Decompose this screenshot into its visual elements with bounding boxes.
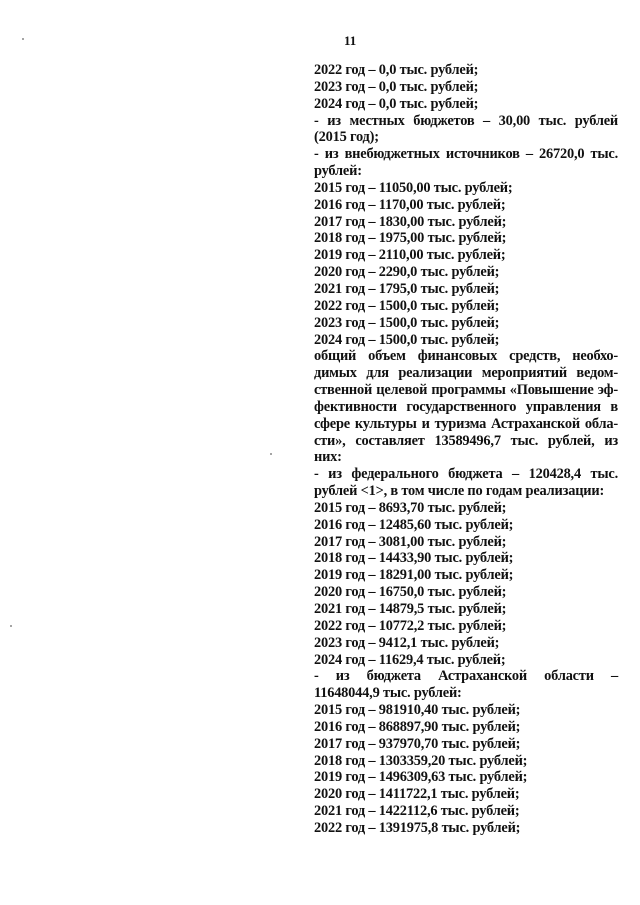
text-line: рублей: bbox=[314, 163, 362, 180]
body-text bbox=[314, 62, 618, 837]
text-line: ственной целевой программы «Повышение эф- bbox=[314, 382, 618, 399]
text-line: 2019 год – 1496309,63 тыс. рублей; bbox=[314, 769, 528, 786]
text-line: 2015 год – 11050,00 тыс. рублей; bbox=[314, 179, 513, 196]
text-line: 2018 год – 14433,90 тыс. рублей; bbox=[314, 550, 514, 567]
text-line: 2022 год – 0,0 тыс. рублей; bbox=[314, 62, 479, 78]
text-line: 2015 год – 981910,40 тыс. рублей; bbox=[314, 702, 521, 719]
text-line: 2020 год – 1411722,1 тыс. рублей; bbox=[314, 786, 520, 803]
text-line: 2017 год – 3081,00 тыс. рублей; bbox=[314, 533, 507, 550]
text-line: 2024 год – 0,0 тыс. рублей; bbox=[314, 95, 479, 112]
text-line: - из бюджета Астраханской области – bbox=[314, 668, 618, 685]
text-line: 2017 год – 1830,00 тыс. рублей; bbox=[314, 213, 507, 230]
page-number: 11 bbox=[344, 33, 357, 48]
text-line: димых для реализации мероприятий ведом- bbox=[314, 365, 618, 382]
text-line: 2018 год – 1303359,20 тыс. рублей; bbox=[314, 752, 528, 769]
text-line: 2019 год – 2110,00 тыс. рублей; bbox=[314, 247, 506, 264]
text-line: 2015 год – 8693,70 тыс. рублей; bbox=[314, 499, 507, 516]
text-line: - из местных бюджетов – 30,00 тыс. рублей bbox=[314, 112, 618, 129]
text-line: 2021 год – 1795,0 тыс. рублей; bbox=[314, 280, 500, 297]
text-line: общий объем финансовых средств, необхо- bbox=[314, 348, 618, 365]
text-line: 2016 год – 868897,90 тыс. рублей; bbox=[314, 718, 521, 735]
text-line: 2019 год – 18291,00 тыс. рублей; bbox=[314, 567, 514, 584]
text-line: 2024 год – 11629,4 тыс. рублей; bbox=[314, 651, 506, 668]
text-line: 2023 год – 1500,0 тыс. рублей; bbox=[314, 314, 500, 331]
text-line: (2015 год); bbox=[314, 129, 379, 146]
text-line: 2016 год – 1170,00 тыс. рублей; bbox=[314, 196, 506, 213]
text-line: 2023 год – 0,0 тыс. рублей; bbox=[314, 78, 479, 95]
text-line: - из федерального бюджета – 120428,4 тыс. bbox=[314, 466, 618, 483]
text-line: 2022 год – 1391975,8 тыс. рублей; bbox=[314, 819, 521, 836]
text-line: них: bbox=[314, 449, 342, 466]
text-line: 2016 год – 12485,60 тыс. рублей; bbox=[314, 516, 514, 533]
text-line: фективности государственного управления в bbox=[314, 398, 618, 415]
text-line: 2018 год – 1975,00 тыс. рублей; bbox=[314, 230, 507, 247]
text-line: - из внебюджетных источников – 26720,0 тыс. bbox=[314, 146, 618, 163]
text-line: 11648044,9 тыс. рублей: bbox=[314, 685, 462, 702]
text-line: сти», составляет 13589496,7 тыс. рублей, из bbox=[314, 432, 618, 449]
text-line: 2022 год – 10772,2 тыс. рублей; bbox=[314, 617, 507, 634]
text-line: 2020 год – 16750,0 тыс. рублей; bbox=[314, 584, 507, 601]
text-line: 2021 год – 1422112,6 тыс. рублей; bbox=[314, 803, 520, 820]
text-line: 2024 год – 1500,0 тыс. рублей; bbox=[314, 331, 500, 348]
text-line: 2021 год – 14879,5 тыс. рублей; bbox=[314, 601, 507, 617]
scan-speck bbox=[270, 453, 272, 455]
text-line: 2022 год – 1500,0 тыс. рублей; bbox=[314, 297, 500, 314]
scan-speck bbox=[10, 625, 12, 627]
text-line: 2020 год – 2290,0 тыс. рублей; bbox=[314, 264, 500, 281]
scan-speck bbox=[22, 38, 24, 40]
text-line: 2017 год – 937970,70 тыс. рублей; bbox=[314, 735, 521, 752]
text-line: рублей <1>, в том числе по годам реализации: bbox=[314, 483, 605, 500]
text-line: 2023 год – 9412,1 тыс. рублей; bbox=[314, 634, 500, 651]
text-line: сфере культуры и туризма Астраханской обла- bbox=[314, 415, 618, 432]
